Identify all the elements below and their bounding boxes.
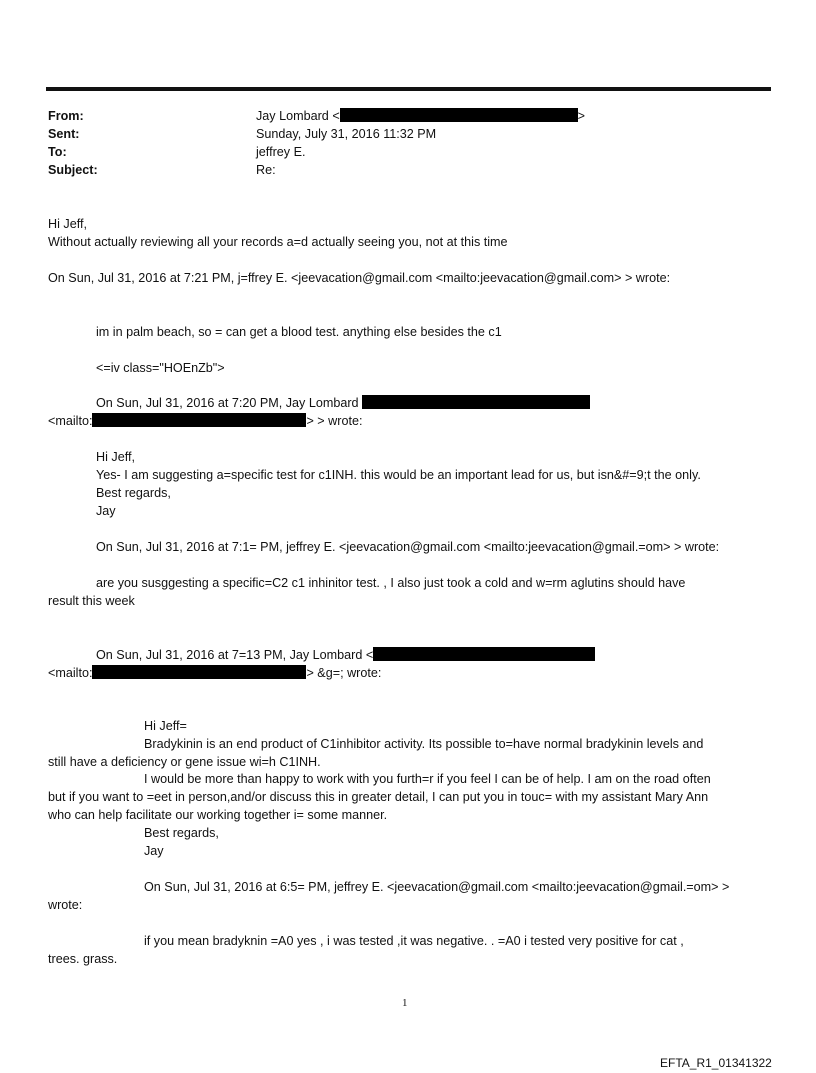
quote-header: On Sun, Jul 31, 2016 at 7:21 PM, j=ffrey E. <jeevacation@gmail.com <mailto:jeevacation@gmail.com> > wrote:: [48, 271, 671, 285]
message-line: Hi Jeff=: [144, 719, 187, 733]
message-line: Best regards,: [96, 486, 171, 500]
quote-mailto: <mailto: > > wrote:: [48, 414, 363, 428]
message-line: trees. grass.: [48, 952, 118, 966]
quote-header: On Sun, Jul 31, 2016 at 6:5= PM, jeffrey E. <jeevacation@gmail.com <mailto:jeevacation@gmail.=om> >: [144, 880, 730, 894]
redaction-block: [362, 395, 590, 409]
redaction-block: [340, 108, 578, 122]
message-line: <=iv class="HOEnZb">: [96, 361, 225, 375]
quote-header: On Sun, Jul 31, 2016 at 7=13 PM, Jay Lombard <: [96, 647, 595, 664]
message-line: who can help facilitate our working together i= some manner.: [48, 808, 388, 822]
document-id: EFTA_R1_01341322: [660, 1056, 772, 1070]
subject-value: Re:: [256, 163, 276, 177]
quote-mailto: <mailto: > &g=; wrote:: [48, 666, 382, 680]
sent-value: Sunday, July 31, 2016 11:32 PM: [256, 127, 437, 141]
from-label: From:: [48, 109, 84, 123]
message-line: still have a deficiency or gene issue wi=h C1INH.: [48, 755, 321, 769]
message-line: im in palm beach, so = can get a blood test. anything else besides the c1: [96, 325, 502, 339]
quote-header: On Sun, Jul 31, 2016 at 7:20 PM, Jay Lombard: [96, 395, 590, 412]
header-rule: [46, 87, 771, 91]
page-number: 1: [402, 997, 408, 1009]
to-value: jeffrey E.: [256, 145, 306, 159]
message-line: but if you want to =eet in person,and/or discuss this in greater detail, I can put you in touc= with my assistant Mary Ann: [48, 790, 709, 804]
quote-header-wrap: wrote:: [48, 898, 83, 912]
message-line: Hi Jeff,: [96, 450, 135, 464]
message-line: if you mean bradyknin =A0 yes , i was tested ,it was negative. . =A0 i tested very positive for cat ,: [144, 934, 684, 948]
message-line: Jay: [96, 504, 116, 518]
message-line: Bradykinin is an end product of C1inhibitor activity. Its possible to=have normal bradykinin levels and: [144, 737, 704, 751]
to-label: To:: [48, 145, 67, 159]
message-line: Yes- I am suggesting a=specific test for c1INH. this would be an important lead for us, but isn&#=9;t the only.: [96, 468, 701, 482]
message-line: result this week: [48, 594, 135, 608]
sent-label: Sent:: [48, 127, 80, 141]
redaction-block: [92, 413, 306, 427]
greeting: Hi Jeff,: [48, 217, 87, 231]
message-line: are you susggesting a specific=C2 c1 inhinitor test. , I also just took a cold and w=rm aglutins should have: [96, 576, 686, 590]
message-line: I would be more than happy to work with you furth=r if you feel I can be of help. I am on the road often: [144, 772, 711, 786]
quote-header: On Sun, Jul 31, 2016 at 7:1= PM, jeffrey E. <jeevacation@gmail.com <mailto:jeevacation@gmail.=om> > wrote:: [96, 540, 720, 554]
from-value: Jay Lombard < >: [256, 109, 586, 123]
redaction-block: [92, 665, 306, 679]
from-name: Jay Lombard: [256, 109, 329, 123]
subject-label: Subject:: [48, 163, 98, 177]
redaction-block: [373, 647, 595, 661]
message-line: Best regards,: [144, 826, 219, 840]
message-line: Jay: [144, 844, 164, 858]
body-line: Without actually reviewing all your records a=d actually seeing you, not at this time: [48, 235, 508, 249]
